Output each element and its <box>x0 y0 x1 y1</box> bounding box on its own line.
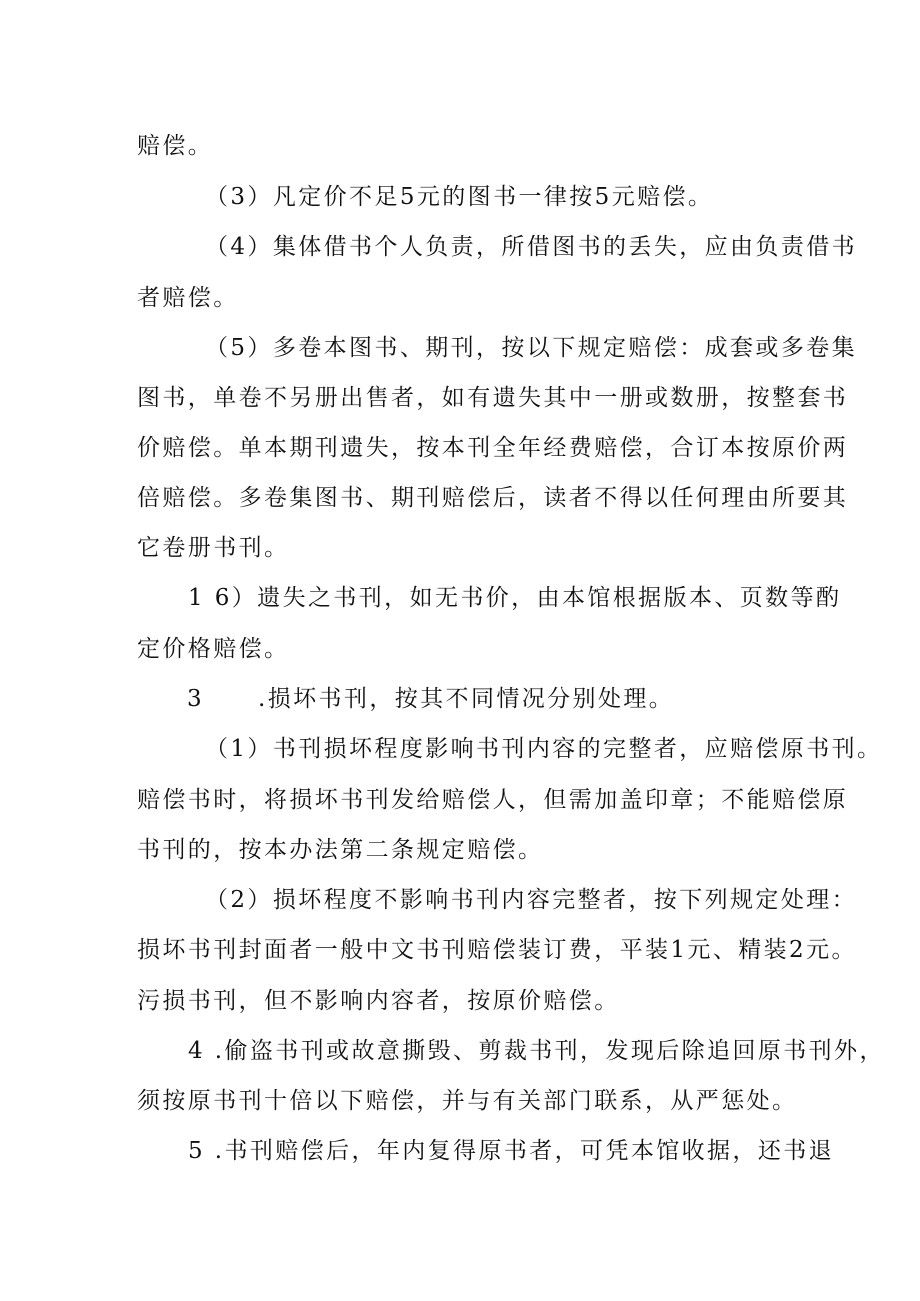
text-line-4: 者赔偿。 <box>137 285 239 311</box>
text-line-16: （2）损坏程度不影响书刊内容完整者，按下列规定处理： <box>205 887 858 913</box>
text-line-18: 污损书刊，但不影响内容者，按原价赔偿。 <box>137 988 620 1014</box>
text-line-6: 图书，单卷不另册出售者，如有遗失其中一册或数册，按整套书 <box>137 385 849 411</box>
text-line-10: 1 6）遗失之书刊，如无书价，由本馆根据版本、页数等酌 <box>188 585 842 611</box>
text-line-1: 赔偿。 <box>137 133 214 159</box>
text-line-13: （1）书刊损坏程度影响书刊内容的完整者，应赔偿原书刊。 <box>205 736 883 762</box>
text-line-12 <box>187 684 847 714</box>
text-line-19: 4 .偷盗书刊或故意撕毁、剪裁书刊，发现后除追回原书刊外， <box>188 1038 885 1064</box>
section-text-3: .损坏书刊，按其不同情况分别处理。 <box>258 686 675 712</box>
text-line-11: 定价格赔偿。 <box>137 636 290 662</box>
text-line-5: （5）多卷本图书、期刊，按以下规定赔偿：成套或多卷集 <box>205 335 858 361</box>
text-line-14: 赔偿书时，将损坏书刊发给赔偿人，但需加盖印章；不能赔偿原 <box>137 787 849 813</box>
text-line-15: 书刊的，按本办法第二条规定赔偿。 <box>137 837 544 863</box>
text-line-17: 损坏书刊封面者一般中文书刊赔偿装订费，平装1元、精装2元。 <box>137 937 857 963</box>
section-number-3: 3 <box>187 686 205 712</box>
text-line-9: 它卷册书刊。 <box>137 535 290 561</box>
text-line-2: （3）凡定价不足5元的图书一律按5元赔偿。 <box>205 184 714 210</box>
text-line-21: 5 .书刊赔偿后，年内复得原书者，可凭本馆收据，还书退 <box>188 1138 835 1164</box>
text-line-7: 价赔偿。单本期刊遗失，按本刊全年经费赔偿，合订本按原价两 <box>137 435 849 461</box>
text-line-20: 须按原书刊十倍以下赔偿，并与有关部门联系，从严惩处。 <box>137 1088 798 1114</box>
text-line-8: 倍赔偿。多卷集图书、期刊赔偿后，读者不得以任何理由所要其 <box>137 485 849 511</box>
text-line-3: （4）集体借书个人负责，所借图书的丢失，应由负责借书 <box>205 234 858 260</box>
